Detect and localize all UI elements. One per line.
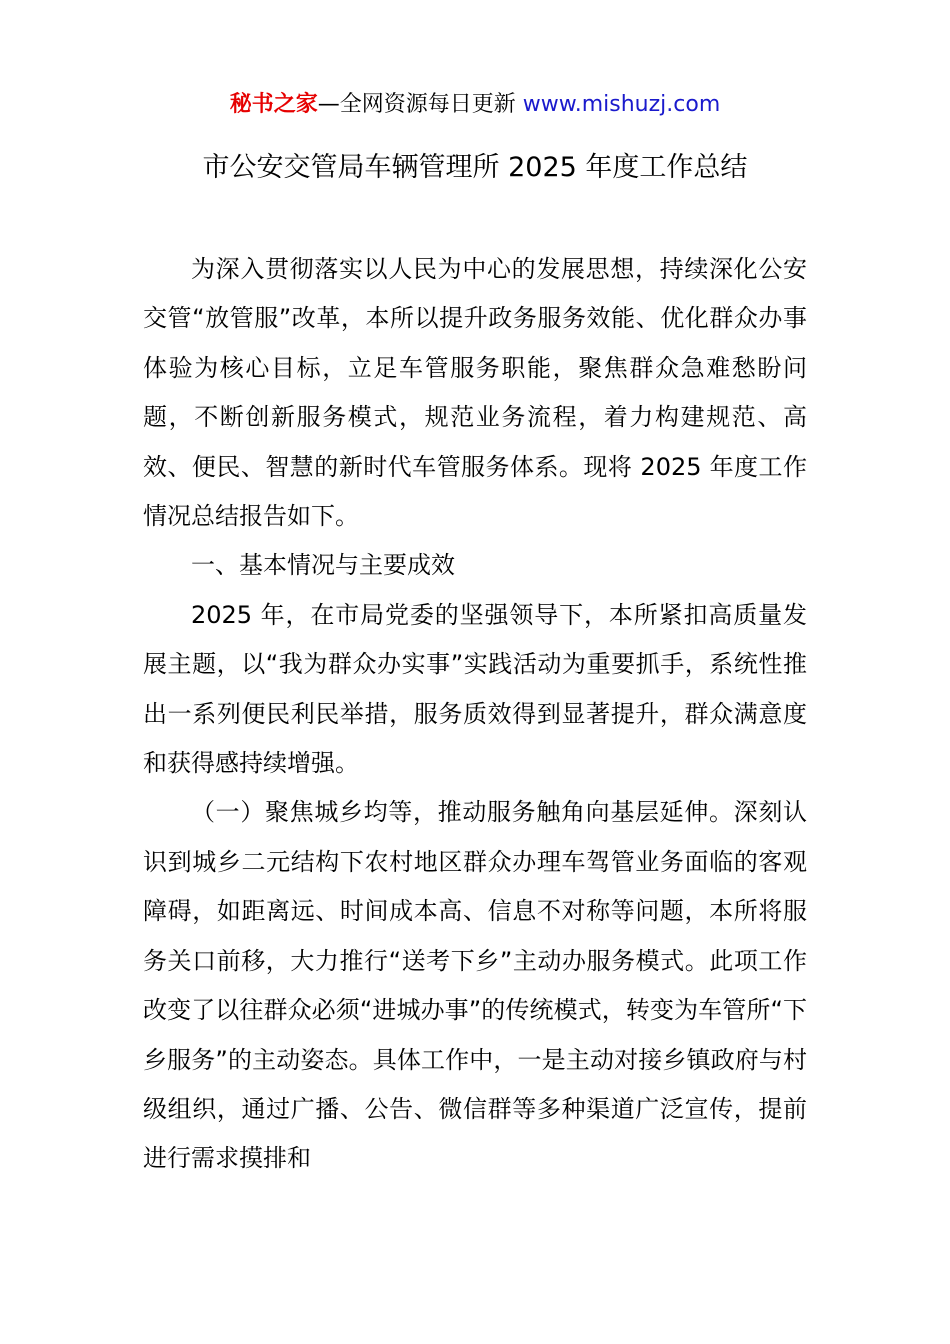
section-paragraph: 2025 年，在市局党委的坚强领导下，本所紧扣高质量发展主题，以“我为群众办实事”实践活动为重要抓手，系统性推出一系列便民利民举措，服务质效得到显著提升，群众满意度和获得感持续增强。 xyxy=(143,600,807,778)
document-body xyxy=(143,245,807,1184)
site-tagline: —全网资源每日更新 xyxy=(317,92,523,117)
intro-paragraph: 为深入贯彻落实以人民为中心的发展思想，持续深化公安交管“放管服”改革，本所以提升政务服务效能、优化群众办事体验为核心目标，立足车管服务职能，聚焦群众急难愁盼问题，不断创新服务模式，规范业务流程，着力构建规范、高效、便民、智慧的新时代车管服务体系。现将 2025 年度工作情况总结报告如下。 xyxy=(143,255,807,531)
subsection-paragraph: （一）聚焦城乡均等，推动服务触角向基层延伸。深刻认识到城乡二元结构下农村地区群众办理车驾管业务面临的客观障碍，如距离远、时间成本高、信息不对称等问题，本所将服务关口前移，大力推行“送考下乡”主动办服务模式。此项工作改变了以往群众必须“进城办事”的传统模式，转变为车管所“下乡服务”的主动姿态。具体工作中，一是主动对接乡镇政府与村级组织，通过广播、公告、微信群等多种渠道广泛宣传，提前进行需求摸排和 xyxy=(143,798,807,1173)
section-heading: 一、基本情况与主要成效 xyxy=(191,551,455,580)
site-url-link[interactable]: www.mishuzj.com xyxy=(522,92,721,117)
document-title: 市公安交管局车辆管理所 2025 年度工作总结 xyxy=(202,152,748,183)
site-brand: 秘书之家 xyxy=(229,92,318,117)
site-header xyxy=(0,88,950,122)
